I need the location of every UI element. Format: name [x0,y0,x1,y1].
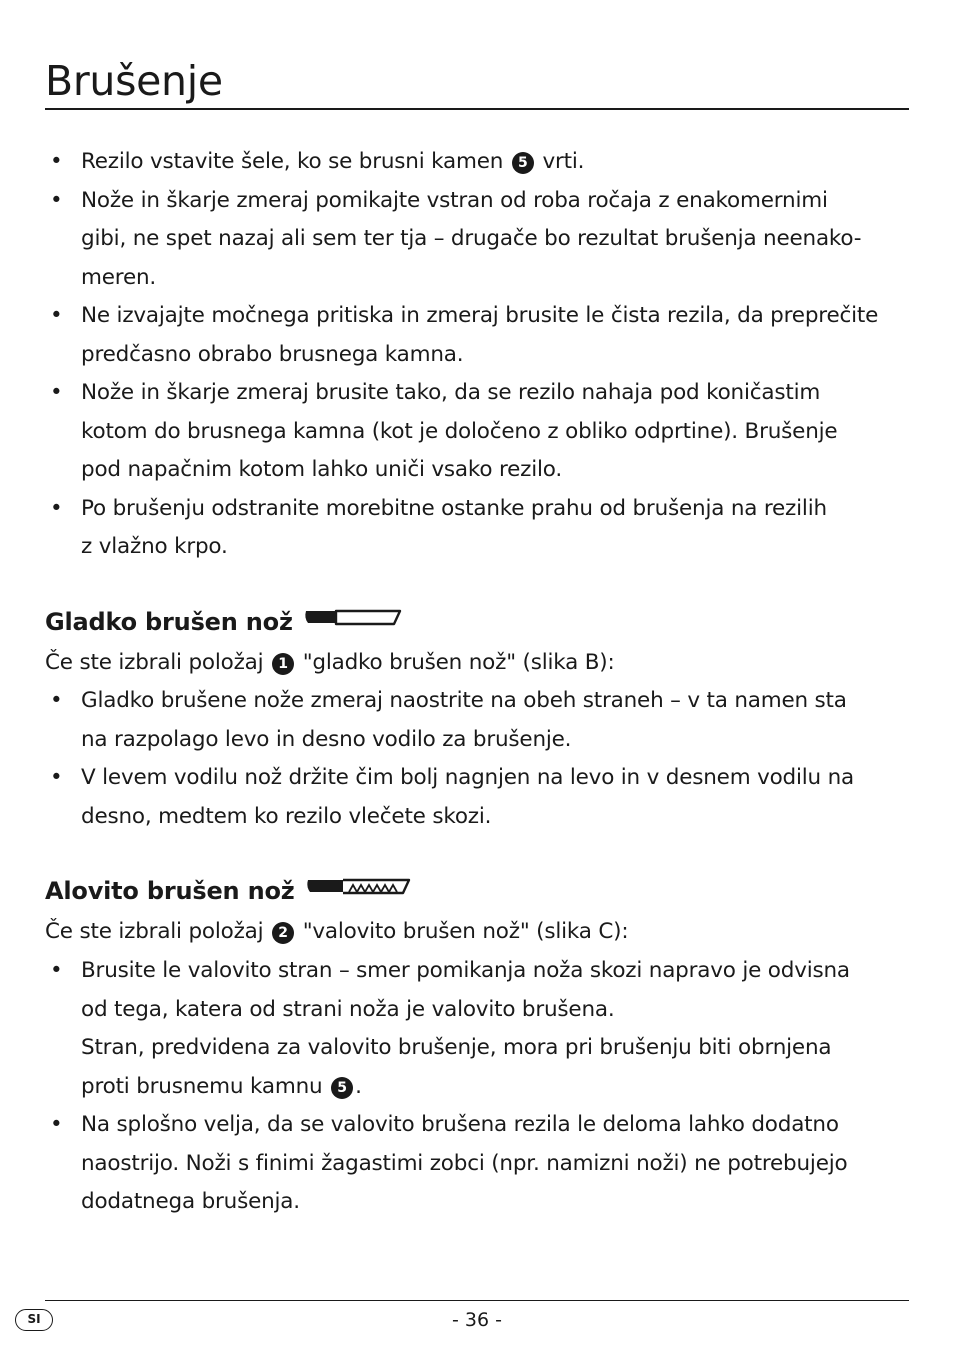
smooth-knife-icon [303,604,403,640]
list-item-line [81,1068,915,1107]
list-item-line: z vlažno krpo. [81,534,228,559]
serrated-knife-heading [45,873,413,909]
section-heading-text: Gladko brušen nož [45,608,293,636]
smooth-knife-instructions [45,682,915,836]
list-item [45,374,915,490]
list-item [45,490,915,567]
list-item-line: kotom do brusnega kamna (kot je določeno z obliko odprtine). Brušenje [81,418,838,444]
position-number-badge: 1 [272,653,294,675]
list-item [45,143,915,182]
list-item-line: dodatnega brušenja. [81,1189,300,1214]
list-item [45,182,915,298]
list-item [45,1106,915,1222]
list-item [45,682,915,759]
general-instructions-list [45,143,915,567]
list-item-line: • Gladko brušene nože zmeraj naostrite na obeh straneh – v ta namen sta [81,688,847,713]
list-item-line: • Ne izvajajte močnega pritiska in zmeraj brusite le čista rezila, da preprečite [81,303,879,328]
list-item [45,297,915,374]
list-item [45,952,915,1106]
intro-text: "valovito brušen nož" (slika C): [302,919,629,944]
footer-divider [45,1300,909,1301]
list-item [45,759,915,836]
smooth-knife-intro [45,644,615,683]
intro-text: Če ste izbrali položaj [45,650,264,675]
page-title: Brušenje [45,57,223,105]
smooth-knife-heading [45,604,403,640]
serrated-knife-list [45,952,915,1222]
list-item-text: proti brusnemu kamnu [81,1073,323,1099]
page-number: - 36 - [452,1309,502,1331]
part-number-badge: 5 [512,152,534,174]
list-item-text: . [355,1073,362,1099]
position-number-badge: 2 [272,922,294,944]
serrated-knife-icon [305,873,413,909]
list-item-line: pod napačnim kotom lahko uniči vsako rezilo. [81,457,563,482]
list-item-line: od tega, katera od strani noža je valovito brušena. [81,996,615,1022]
list-item-line: Stran, predvidena za valovito brušenje, mora pri brušenju biti obrnjena [81,1035,832,1060]
list-item-line: desno, medtem ko rezilo vlečete skozi. [81,803,492,829]
list-item-line: • V levem vodilu nož držite čim bolj nagnjen na levo in v desnem vodilu na [81,765,855,790]
intro-text: Če ste izbrali položaj [45,919,264,944]
list-item-line: naostrijo. Noži s finimi žagastimi zobci (npr. namizni noži) ne potrebujejo [81,1150,848,1176]
list-item-text: vrti. [542,149,585,174]
list-item-line: • Na splošno velja, da se valovito brušena rezila le deloma lahko dodatno [81,1112,839,1137]
serrated-knife-intro [45,913,628,952]
title-divider [45,108,909,110]
list-item-line: na razpolago levo in desno vodilo za brušenje. [81,726,572,752]
smooth-knife-list [45,682,915,836]
list-item-line: gibi, ne spet nazaj ali sem ter tja – drugače bo rezultat brušenja neenako- [81,226,862,251]
list-item-line: • Po brušenju odstranite morebitne ostanke prahu od brušenja na rezilih [81,495,827,521]
general-instructions [45,143,915,567]
list-item-line: meren. [81,264,157,290]
language-badge: SI [15,1309,53,1331]
part-number-badge: 5 [331,1077,353,1099]
section-heading-text: Alovito brušen nož [45,877,295,905]
intro-text: "gladko brušen nož" (slika B): [302,650,615,675]
list-item-line: • Nože in škarje zmeraj brusite tako, da se rezilo nahaja pod koničastim [81,380,821,405]
list-item-line: • Brusite le valovito stran – smer pomikanja noža skozi napravo je odvisna [81,958,850,983]
serrated-knife-instructions [45,952,915,1222]
list-item-line: • Nože in škarje zmeraj pomikajte vstran od roba ročaja z enakomernimi [81,187,828,213]
list-item-line: predčasno obrabo brusnega kamna. [81,341,464,367]
list-item-text: Rezilo vstavite šele, ko se brusni kamen [81,149,504,174]
